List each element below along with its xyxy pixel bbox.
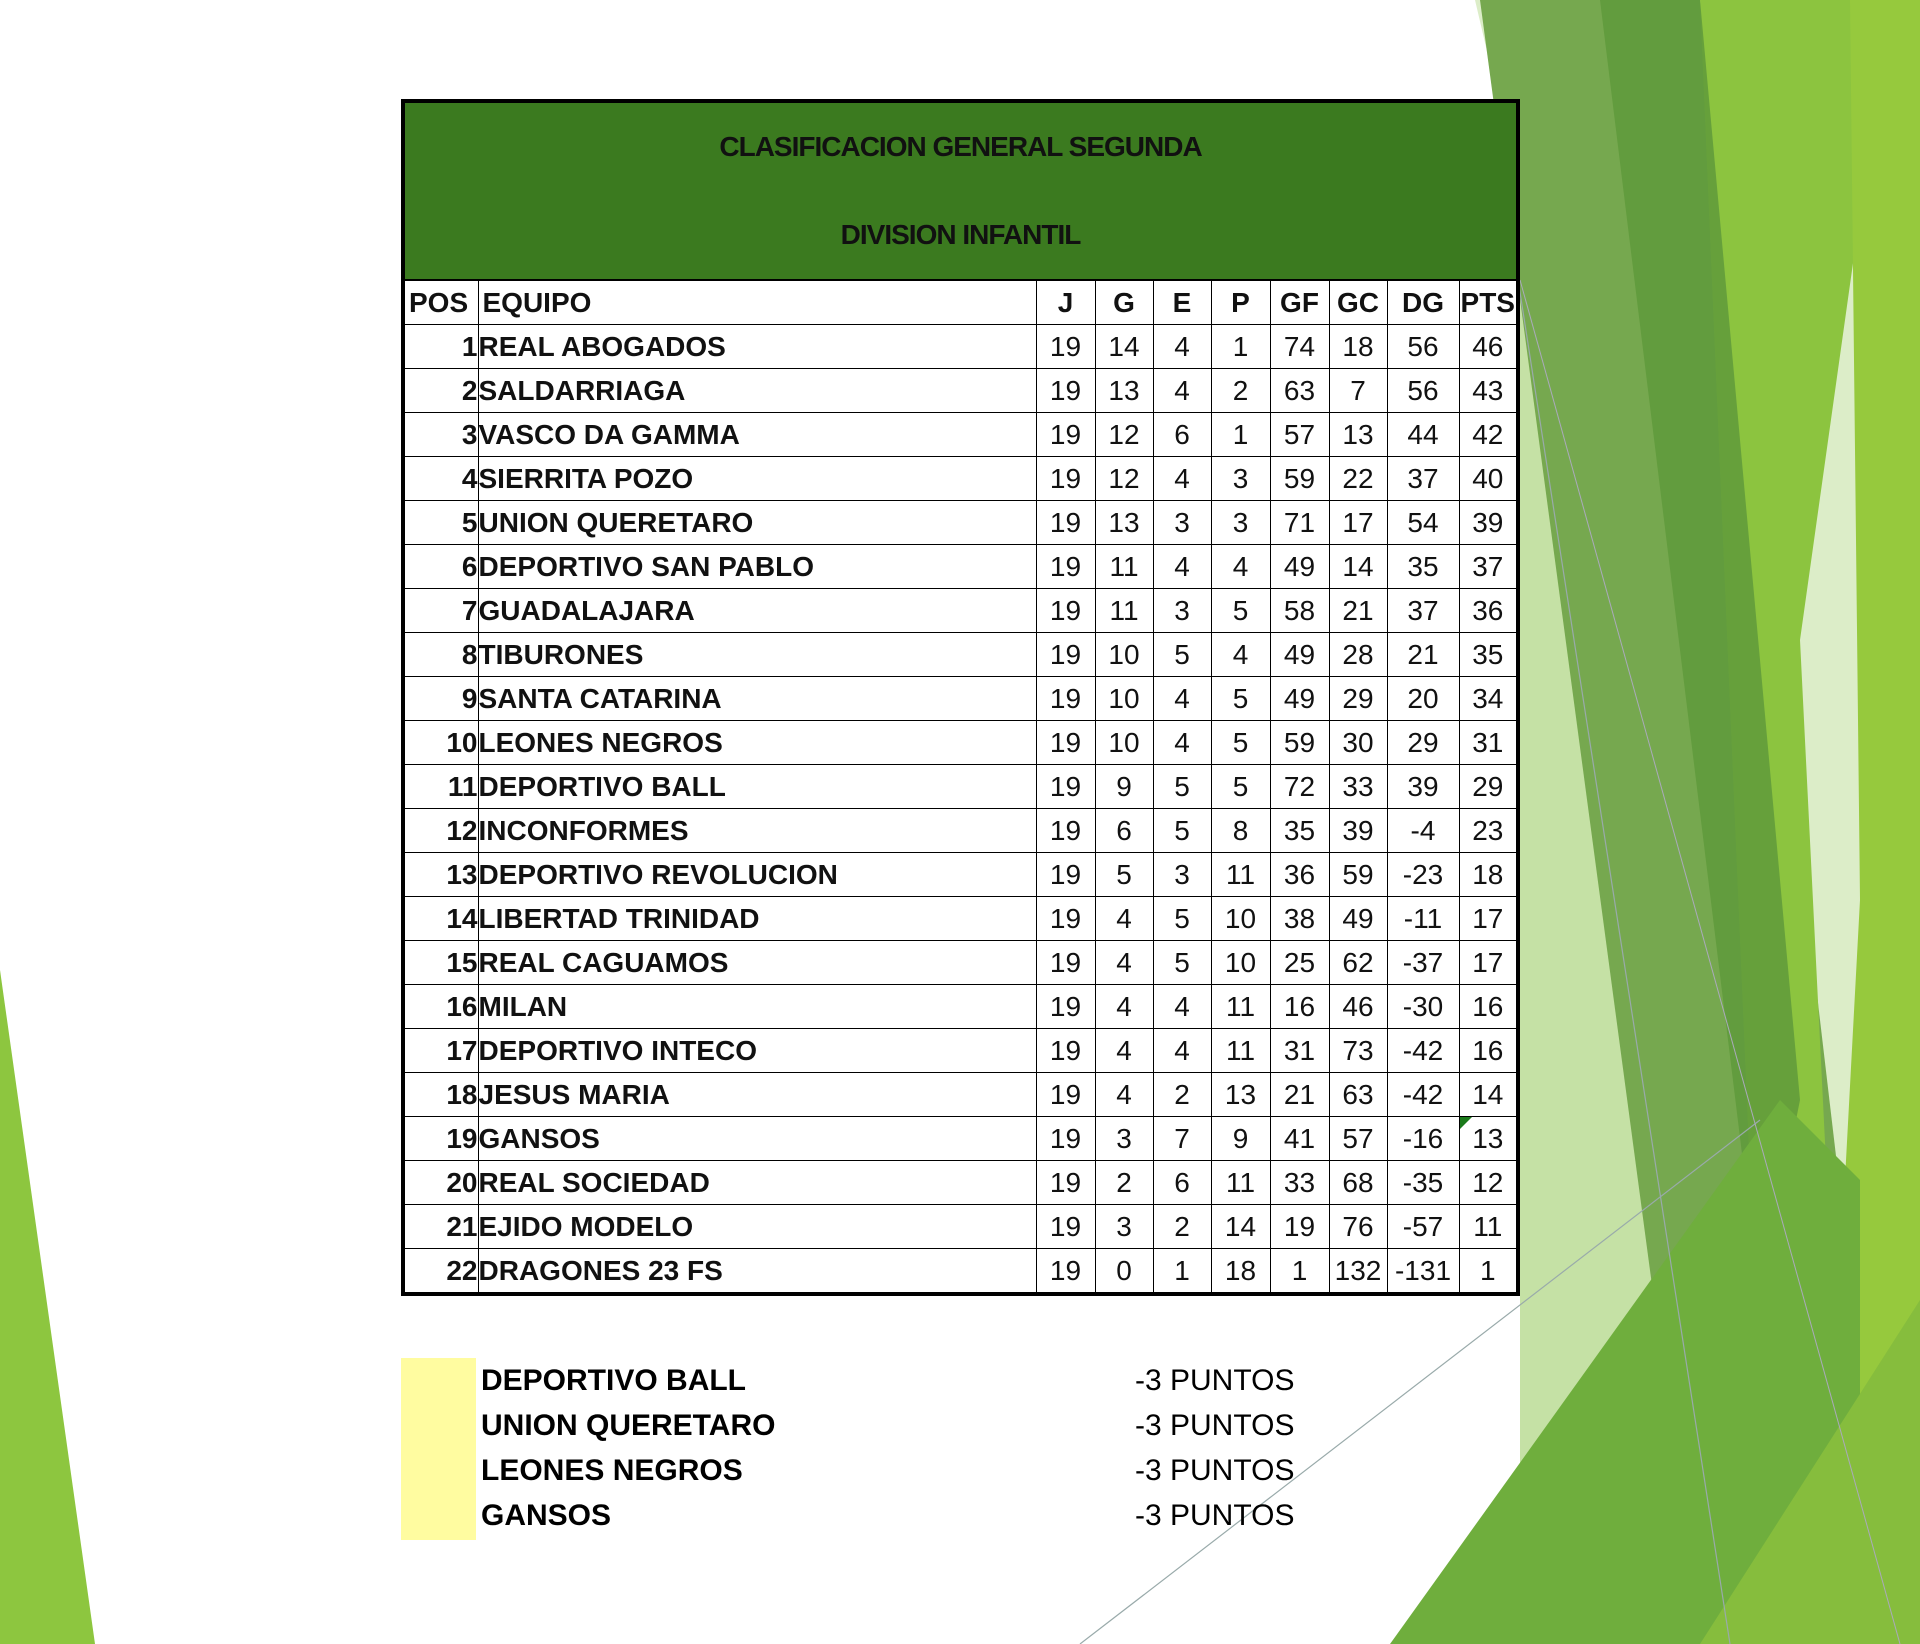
cell-dg: -11 — [1387, 897, 1459, 941]
cell-j: 19 — [1036, 325, 1095, 369]
cell-dg: 37 — [1387, 589, 1459, 633]
cell-pts: 40 — [1459, 457, 1518, 501]
penalty-points: -3 PUNTOS — [1135, 1499, 1295, 1532]
cell-p: 11 — [1211, 985, 1270, 1029]
cell-g: 12 — [1095, 413, 1153, 457]
cell-gf: 35 — [1270, 809, 1329, 853]
cell-team: UNION QUERETARO — [478, 501, 1036, 545]
penalty-points: -3 PUNTOS — [1135, 1454, 1295, 1487]
cell-j: 19 — [1036, 457, 1095, 501]
cell-gc: 76 — [1329, 1205, 1387, 1249]
cell-pts: 11 — [1459, 1205, 1518, 1249]
cell-e: 3 — [1153, 501, 1211, 545]
cell-pts: 35 — [1459, 633, 1518, 677]
cell-j: 19 — [1036, 1073, 1095, 1117]
cell-e: 7 — [1153, 1117, 1211, 1161]
cell-gc: 49 — [1329, 897, 1387, 941]
cell-gf: 49 — [1270, 677, 1329, 721]
cell-dg: -23 — [1387, 853, 1459, 897]
cell-g: 3 — [1095, 1205, 1153, 1249]
cell-gf: 72 — [1270, 765, 1329, 809]
table-row — [403, 941, 1518, 985]
cell-dg: 21 — [1387, 633, 1459, 677]
cell-team: LIBERTAD TRINIDAD — [478, 897, 1036, 941]
cell-e: 2 — [1153, 1205, 1211, 1249]
table-row — [403, 809, 1518, 853]
cell-g: 4 — [1095, 897, 1153, 941]
cell-e: 4 — [1153, 325, 1211, 369]
cell-g: 13 — [1095, 501, 1153, 545]
header-g: G — [1095, 280, 1153, 325]
cell-e: 5 — [1153, 633, 1211, 677]
cell-p: 10 — [1211, 897, 1270, 941]
cell-j: 19 — [1036, 589, 1095, 633]
cell-e: 5 — [1153, 765, 1211, 809]
cell-pos: 3 — [403, 413, 478, 457]
cell-e: 2 — [1153, 1073, 1211, 1117]
standings-table — [401, 99, 1520, 1296]
header-e: E — [1153, 280, 1211, 325]
title-row — [403, 101, 1518, 280]
header-row — [403, 280, 1518, 325]
cell-e: 3 — [1153, 589, 1211, 633]
cell-team: INCONFORMES — [478, 809, 1036, 853]
cell-team: DRAGONES 23 FS — [478, 1249, 1036, 1295]
cell-gf: 63 — [1270, 369, 1329, 413]
header-pos: POS — [403, 280, 478, 325]
cell-p: 5 — [1211, 677, 1270, 721]
cell-j: 19 — [1036, 1161, 1095, 1205]
cell-gc: 29 — [1329, 677, 1387, 721]
cell-p: 11 — [1211, 853, 1270, 897]
cell-p: 5 — [1211, 589, 1270, 633]
cell-gc: 14 — [1329, 545, 1387, 589]
cell-pos: 19 — [403, 1117, 478, 1161]
cell-gf: 25 — [1270, 941, 1329, 985]
cell-gf: 49 — [1270, 633, 1329, 677]
cell-pts: 43 — [1459, 369, 1518, 413]
cell-pts: 16 — [1459, 985, 1518, 1029]
table-row — [403, 853, 1518, 897]
cell-e: 4 — [1153, 721, 1211, 765]
header-gf: GF — [1270, 280, 1329, 325]
cell-pos: 21 — [403, 1205, 478, 1249]
penalty-row — [481, 1448, 1301, 1493]
cell-g: 13 — [1095, 369, 1153, 413]
cell-team: REAL ABOGADOS — [478, 325, 1036, 369]
cell-e: 1 — [1153, 1249, 1211, 1295]
cell-dg: -42 — [1387, 1029, 1459, 1073]
cell-gf: 71 — [1270, 501, 1329, 545]
cell-dg: -131 — [1387, 1249, 1459, 1295]
cell-team: EJIDO MODELO — [478, 1205, 1036, 1249]
cell-p: 11 — [1211, 1029, 1270, 1073]
cell-pts: 12 — [1459, 1161, 1518, 1205]
cell-gf: 38 — [1270, 897, 1329, 941]
cell-pts: 46 — [1459, 325, 1518, 369]
cell-gf: 59 — [1270, 457, 1329, 501]
table-row — [403, 677, 1518, 721]
cell-gc: 57 — [1329, 1117, 1387, 1161]
cell-dg: 29 — [1387, 721, 1459, 765]
cell-g: 4 — [1095, 941, 1153, 985]
cell-team: VASCO DA GAMMA — [478, 413, 1036, 457]
cell-j: 19 — [1036, 1249, 1095, 1295]
cell-pos: 7 — [403, 589, 478, 633]
cell-gc: 21 — [1329, 589, 1387, 633]
penalty-row — [481, 1358, 1301, 1403]
table-row — [403, 765, 1518, 809]
cell-pts: 34 — [1459, 677, 1518, 721]
cell-pos: 17 — [403, 1029, 478, 1073]
cell-j: 19 — [1036, 413, 1095, 457]
cell-p: 14 — [1211, 1205, 1270, 1249]
cell-g: 14 — [1095, 325, 1153, 369]
cell-dg: 37 — [1387, 457, 1459, 501]
table-row — [403, 721, 1518, 765]
cell-pos: 15 — [403, 941, 478, 985]
cell-gc: 73 — [1329, 1029, 1387, 1073]
cell-gf: 41 — [1270, 1117, 1329, 1161]
cell-pos: 13 — [403, 853, 478, 897]
header-j: J — [1036, 280, 1095, 325]
table-row — [403, 325, 1518, 369]
cell-pos: 18 — [403, 1073, 478, 1117]
cell-j: 19 — [1036, 809, 1095, 853]
cell-pos: 2 — [403, 369, 478, 413]
table-row — [403, 1161, 1518, 1205]
cell-dg: -4 — [1387, 809, 1459, 853]
table-row — [403, 1117, 1518, 1161]
cell-team: TIBURONES — [478, 633, 1036, 677]
cell-g: 0 — [1095, 1249, 1153, 1295]
cell-g: 12 — [1095, 457, 1153, 501]
cell-j: 19 — [1036, 1029, 1095, 1073]
header-gc: GC — [1329, 280, 1387, 325]
table-row — [403, 633, 1518, 677]
cell-dg: -42 — [1387, 1073, 1459, 1117]
cell-p: 3 — [1211, 457, 1270, 501]
header-p: P — [1211, 280, 1270, 325]
penalty-team: DEPORTIVO BALL — [481, 1364, 747, 1397]
cell-j: 19 — [1036, 369, 1095, 413]
cell-gc: 39 — [1329, 809, 1387, 853]
cell-p: 8 — [1211, 809, 1270, 853]
cell-j: 19 — [1036, 897, 1095, 941]
cell-team: DEPORTIVO BALL — [478, 765, 1036, 809]
cell-j: 19 — [1036, 501, 1095, 545]
cell-gf: 74 — [1270, 325, 1329, 369]
cell-team: MILAN — [478, 985, 1036, 1029]
cell-dg: 20 — [1387, 677, 1459, 721]
cell-p: 11 — [1211, 1161, 1270, 1205]
cell-dg: 35 — [1387, 545, 1459, 589]
cell-team: LEONES NEGROS — [478, 721, 1036, 765]
cell-team: GANSOS — [478, 1117, 1036, 1161]
cell-p: 1 — [1211, 325, 1270, 369]
cell-p: 4 — [1211, 633, 1270, 677]
cell-gc: 59 — [1329, 853, 1387, 897]
title-line-1: CLASIFICACION GENERAL SEGUNDA — [719, 131, 1202, 162]
cell-gc: 68 — [1329, 1161, 1387, 1205]
cell-gf: 33 — [1270, 1161, 1329, 1205]
table-row — [403, 1029, 1518, 1073]
cell-pts: 36 — [1459, 589, 1518, 633]
cell-e: 4 — [1153, 369, 1211, 413]
cell-j: 19 — [1036, 721, 1095, 765]
cell-pos: 22 — [403, 1249, 478, 1295]
cell-g: 10 — [1095, 677, 1153, 721]
cell-gf: 49 — [1270, 545, 1329, 589]
header-dg: DG — [1387, 280, 1459, 325]
cell-j: 19 — [1036, 765, 1095, 809]
penalty-team: UNION QUERETARO — [481, 1409, 776, 1442]
cell-g: 5 — [1095, 853, 1153, 897]
cell-gf: 58 — [1270, 589, 1329, 633]
cell-team: GUADALAJARA — [478, 589, 1036, 633]
cell-gf: 36 — [1270, 853, 1329, 897]
penalty-team: GANSOS — [481, 1499, 612, 1532]
cell-j: 19 — [1036, 1205, 1095, 1249]
cell-j: 19 — [1036, 985, 1095, 1029]
cell-j: 19 — [1036, 677, 1095, 721]
cell-g: 11 — [1095, 589, 1153, 633]
left-green-shape — [0, 970, 95, 1644]
cell-dg: 44 — [1387, 413, 1459, 457]
cell-e: 4 — [1153, 545, 1211, 589]
table-row — [403, 1205, 1518, 1249]
cell-team: SIERRITA POZO — [478, 457, 1036, 501]
table-row — [403, 501, 1518, 545]
table-row — [403, 457, 1518, 501]
cell-p: 18 — [1211, 1249, 1270, 1295]
table-row — [403, 897, 1518, 941]
cell-pos: 14 — [403, 897, 478, 941]
cell-e: 6 — [1153, 1161, 1211, 1205]
cell-gc: 132 — [1329, 1249, 1387, 1295]
cell-pos: 1 — [403, 325, 478, 369]
cell-gf: 31 — [1270, 1029, 1329, 1073]
cell-gc: 22 — [1329, 457, 1387, 501]
cell-g: 9 — [1095, 765, 1153, 809]
cell-gc: 28 — [1329, 633, 1387, 677]
cell-e: 4 — [1153, 677, 1211, 721]
cell-e: 4 — [1153, 457, 1211, 501]
cell-g: 4 — [1095, 1029, 1153, 1073]
cell-gc: 13 — [1329, 413, 1387, 457]
cell-pts: 1 — [1459, 1249, 1518, 1295]
table-row — [403, 589, 1518, 633]
cell-team: DEPORTIVO REVOLUCION — [478, 853, 1036, 897]
cell-pos: 20 — [403, 1161, 478, 1205]
header-equipo: EQUIPO — [478, 280, 1036, 325]
cell-gf: 21 — [1270, 1073, 1329, 1117]
cell-g: 10 — [1095, 721, 1153, 765]
penalty-row — [481, 1493, 1301, 1538]
cell-gc: 18 — [1329, 325, 1387, 369]
cell-dg: -37 — [1387, 941, 1459, 985]
cell-pts: 17 — [1459, 941, 1518, 985]
cell-j: 19 — [1036, 633, 1095, 677]
header-pts: PTS — [1459, 280, 1518, 325]
cell-e: 5 — [1153, 897, 1211, 941]
title-line-2: DIVISION INFANTIL — [840, 219, 1081, 250]
cell-pts: 16 — [1459, 1029, 1518, 1073]
cell-team: REAL CAGUAMOS — [478, 941, 1036, 985]
cell-team: DEPORTIVO SAN PABLO — [478, 545, 1036, 589]
cell-e: 5 — [1153, 809, 1211, 853]
cell-e: 5 — [1153, 941, 1211, 985]
cell-e: 4 — [1153, 985, 1211, 1029]
cell-pts: 14 — [1459, 1073, 1518, 1117]
cell-dg: -30 — [1387, 985, 1459, 1029]
cell-j: 19 — [1036, 853, 1095, 897]
cell-gf: 1 — [1270, 1249, 1329, 1295]
cell-pos: 6 — [403, 545, 478, 589]
cell-gc: 62 — [1329, 941, 1387, 985]
cell-g: 4 — [1095, 985, 1153, 1029]
cell-team: SALDARRIAGA — [478, 369, 1036, 413]
table-row — [403, 985, 1518, 1029]
cell-gf: 19 — [1270, 1205, 1329, 1249]
cell-dg: -16 — [1387, 1117, 1459, 1161]
cell-dg: 56 — [1387, 325, 1459, 369]
cell-pts: 29 — [1459, 765, 1518, 809]
cell-j: 19 — [1036, 545, 1095, 589]
cell-g: 6 — [1095, 809, 1153, 853]
cell-team: JESUS MARIA — [478, 1073, 1036, 1117]
cell-p: 4 — [1211, 545, 1270, 589]
cell-gf: 16 — [1270, 985, 1329, 1029]
cell-gc: 30 — [1329, 721, 1387, 765]
table-row — [403, 545, 1518, 589]
cell-pts: 23 — [1459, 809, 1518, 853]
table-title — [403, 101, 1518, 280]
cell-pos: 16 — [403, 985, 478, 1029]
cell-pos: 10 — [403, 721, 478, 765]
cell-gc: 63 — [1329, 1073, 1387, 1117]
cell-team: REAL SOCIEDAD — [478, 1161, 1036, 1205]
cell-gc: 33 — [1329, 765, 1387, 809]
table-row — [403, 1249, 1518, 1295]
cell-p: 3 — [1211, 501, 1270, 545]
cell-g: 3 — [1095, 1117, 1153, 1161]
cell-pts: 42 — [1459, 413, 1518, 457]
cell-p: 2 — [1211, 369, 1270, 413]
cell-pos: 4 — [403, 457, 478, 501]
cell-pts: 17 — [1459, 897, 1518, 941]
cell-pos: 11 — [403, 765, 478, 809]
cell-dg: -35 — [1387, 1161, 1459, 1205]
cell-pts: 37 — [1459, 545, 1518, 589]
cell-p: 5 — [1211, 765, 1270, 809]
cell-gf: 57 — [1270, 413, 1329, 457]
cell-team: SANTA CATARINA — [478, 677, 1036, 721]
penalty-points: -3 PUNTOS — [1135, 1409, 1295, 1442]
table-row — [403, 369, 1518, 413]
cell-pos: 9 — [403, 677, 478, 721]
penalty-points: -3 PUNTOS — [1135, 1364, 1295, 1397]
cell-pts: 18 — [1459, 853, 1518, 897]
cell-j: 19 — [1036, 941, 1095, 985]
cell-pts: 39 — [1459, 501, 1518, 545]
table-row — [403, 1073, 1518, 1117]
cell-pts: 13 — [1459, 1117, 1518, 1161]
cell-dg: 39 — [1387, 765, 1459, 809]
cell-dg: 56 — [1387, 369, 1459, 413]
cell-team: DEPORTIVO INTECO — [478, 1029, 1036, 1073]
penalty-team: LEONES NEGROS — [481, 1454, 743, 1487]
cell-pos: 12 — [403, 809, 478, 853]
cell-gc: 46 — [1329, 985, 1387, 1029]
cell-e: 6 — [1153, 413, 1211, 457]
penalty-highlight-swatch — [401, 1358, 476, 1540]
cell-gc: 17 — [1329, 501, 1387, 545]
cell-gc: 7 — [1329, 369, 1387, 413]
cell-p: 10 — [1211, 941, 1270, 985]
cell-g: 10 — [1095, 633, 1153, 677]
cell-g: 2 — [1095, 1161, 1153, 1205]
cell-pts: 31 — [1459, 721, 1518, 765]
cell-dg: 54 — [1387, 501, 1459, 545]
cell-j: 19 — [1036, 1117, 1095, 1161]
penalty-row — [481, 1403, 1301, 1448]
cell-p: 9 — [1211, 1117, 1270, 1161]
cell-e: 4 — [1153, 1029, 1211, 1073]
cell-g: 11 — [1095, 545, 1153, 589]
cell-pos: 5 — [403, 501, 478, 545]
cell-g: 4 — [1095, 1073, 1153, 1117]
cell-p: 5 — [1211, 721, 1270, 765]
cell-gf: 59 — [1270, 721, 1329, 765]
cell-dg: -57 — [1387, 1205, 1459, 1249]
cell-e: 3 — [1153, 853, 1211, 897]
cell-pos: 8 — [403, 633, 478, 677]
table-row — [403, 413, 1518, 457]
cell-p: 13 — [1211, 1073, 1270, 1117]
cell-p: 1 — [1211, 413, 1270, 457]
